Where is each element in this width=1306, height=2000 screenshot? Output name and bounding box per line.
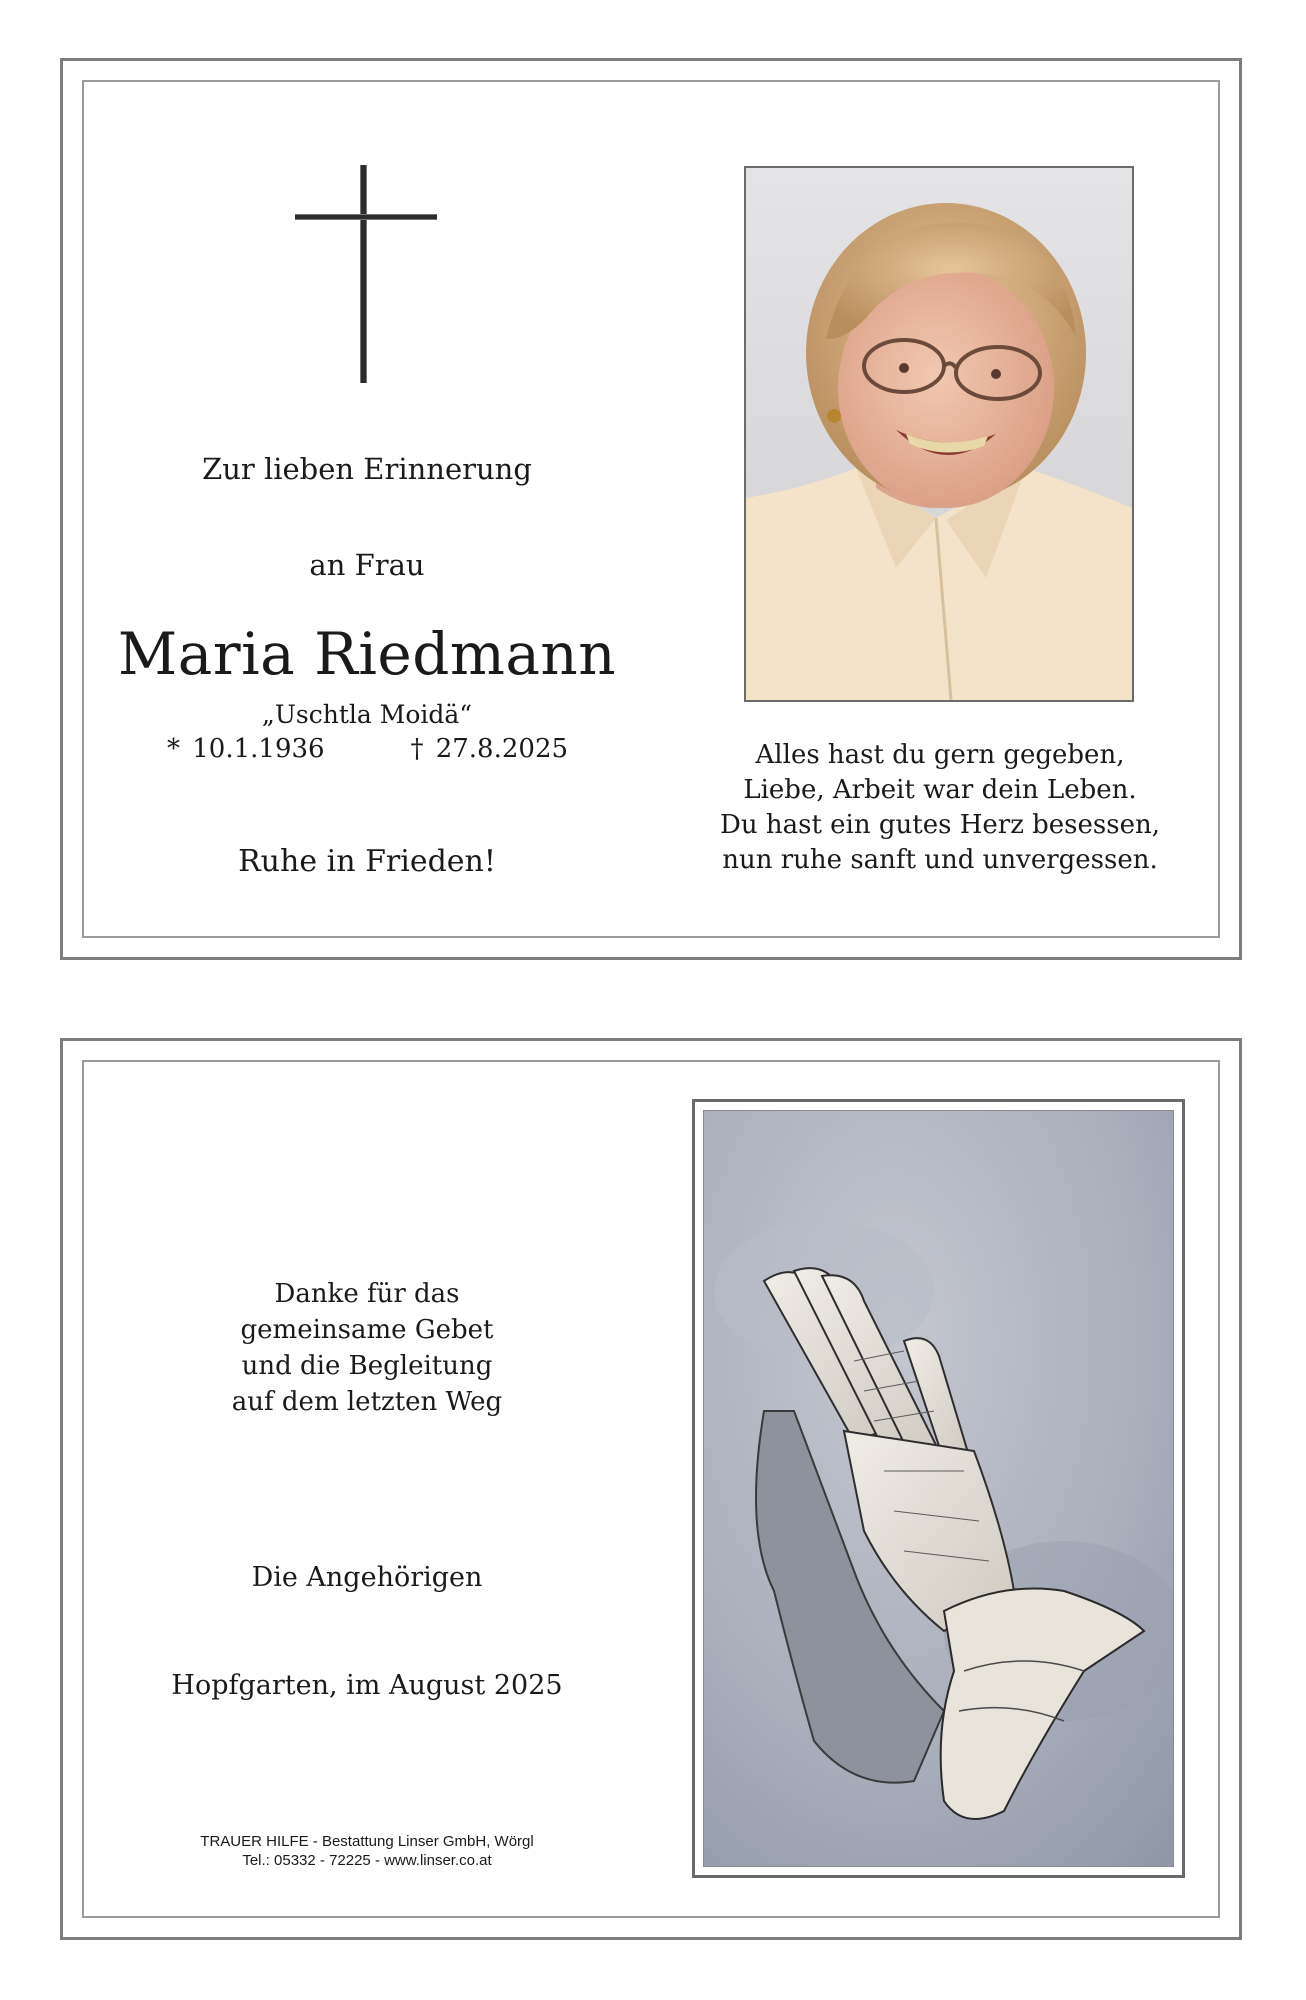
thanks-line: und die Begleitung — [241, 1351, 493, 1381]
relatives-signature: Die Angehörigen — [251, 1562, 483, 1593]
memorial-poem — [700, 738, 1180, 878]
salutation: an Frau — [309, 548, 425, 582]
poem-line: Alles hast du gern gegeben, — [755, 740, 1125, 770]
rest-in-peace: Ruhe in Frieden! — [238, 844, 496, 879]
funeral-home-imprint — [117, 1832, 617, 1870]
thanks-line: Danke für das — [274, 1279, 460, 1309]
imprint-line: Tel.: 05332 - 72225 - www.linser.co.at — [242, 1852, 492, 1869]
cross-horizontal-bar — [295, 214, 437, 220]
poem-line: nun ruhe sanft und unvergessen. — [722, 845, 1158, 875]
poem-line: Liebe, Arbeit war dein Leben. — [743, 775, 1137, 805]
praying-hands-illustration — [704, 1111, 1174, 1867]
poem-line: Du hast ein gutes Herz besessen, — [720, 810, 1160, 840]
portrait-photo — [744, 166, 1134, 702]
nickname: „Uschtla Moidä“ — [261, 700, 473, 729]
life-dates: * 10.1.1936 † 27.8.2025 — [167, 734, 569, 764]
imprint-line: TRAUER HILFE - Bestattung Linser GmbH, Wörgl — [200, 1833, 534, 1850]
thanks-line: gemeinsame Gebet — [240, 1315, 494, 1345]
portrait-illustration — [746, 168, 1132, 700]
cross-vertical-bar — [360, 165, 367, 383]
praying-hands-drawing — [703, 1110, 1174, 1867]
deceased-name: Maria Riedmann — [117, 620, 617, 688]
thanks-line: auf dem letzten Weg — [231, 1387, 503, 1417]
place-and-date: Hopfgarten, im August 2025 — [171, 1670, 563, 1701]
in-memory-heading: Zur lieben Erinnerung — [202, 452, 532, 486]
latin-cross-icon — [295, 165, 437, 385]
praying-hands-frame — [692, 1099, 1185, 1878]
thanks-text — [167, 1276, 567, 1420]
